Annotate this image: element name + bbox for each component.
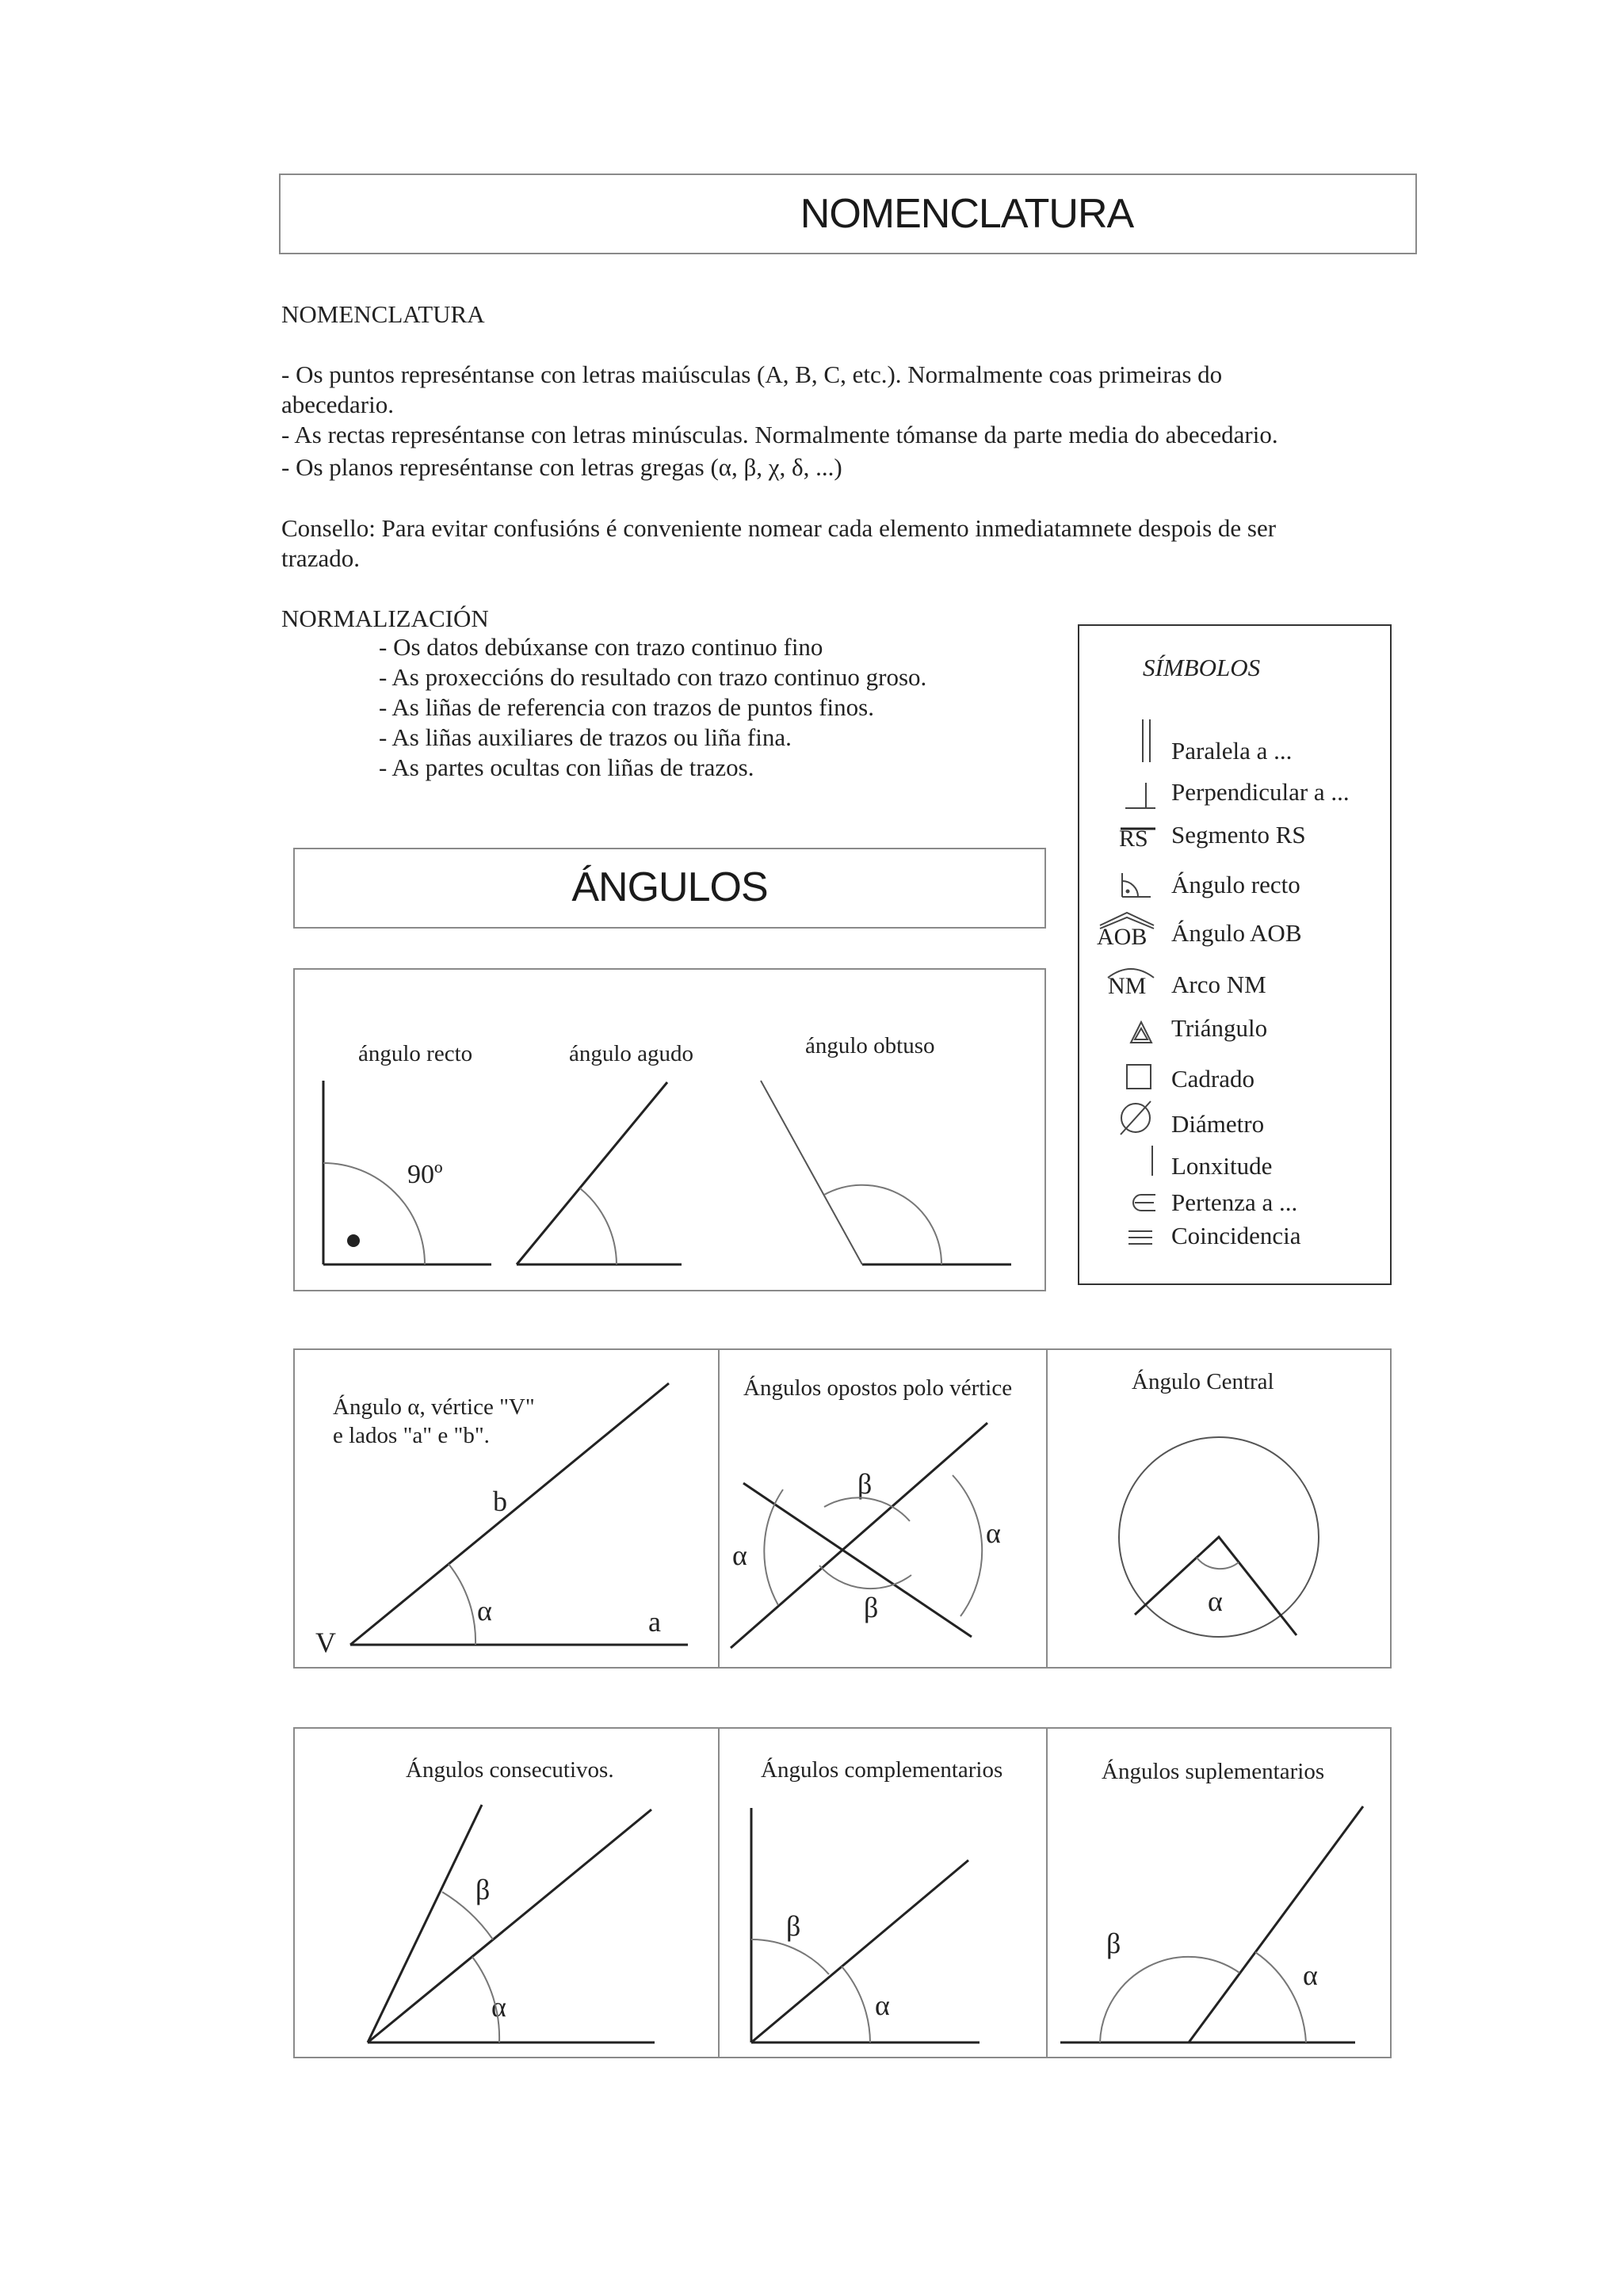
simbolos-title: SÍMBOLOS <box>1143 654 1261 681</box>
suplementarios-beta: β <box>1106 1928 1121 1959</box>
symbol-label: Coincidencia <box>1171 1222 1301 1249</box>
symbol-label: Segmento RS <box>1171 821 1306 849</box>
suplementarios-alpha: α <box>1303 1959 1318 1991</box>
caption-consecutivos: Ángulos consecutivos. <box>406 1757 614 1783</box>
caption-central: Ángulo Central <box>1132 1369 1274 1394</box>
symbol-label: Arco NM <box>1171 971 1266 998</box>
complementarios-alpha: α <box>875 1989 890 2021</box>
panel-central <box>1046 1348 1392 1669</box>
alpha-left-label: α <box>732 1539 747 1571</box>
normalizacion-item: - As partes ocultas con liñas de trazos. <box>379 753 754 781</box>
vertex-label-v: V <box>315 1627 336 1658</box>
caption-angulo-agudo: ángulo agudo <box>569 1041 694 1066</box>
nomenclatura-heading: NOMENCLATURA <box>281 300 485 328</box>
normalizacion-item: - Os datos debúxanse con trazo continuo fino <box>379 633 823 661</box>
side-label-b: b <box>493 1486 507 1517</box>
symbol-label: Paralela a ... <box>1171 737 1293 765</box>
beta-top-label: β <box>857 1468 873 1500</box>
angulos-title: ÁNGULOS <box>571 864 768 910</box>
side-label-a: a <box>648 1606 661 1638</box>
caption-opostos: Ángulos opostos polo vértice <box>743 1375 1013 1401</box>
segment-glyph: RS <box>1119 826 1148 852</box>
complementarios-beta: β <box>786 1910 801 1942</box>
symbol-label: Ángulo AOB <box>1171 919 1302 947</box>
nomenclatura-line-1: - Os puntos represéntanse con letras maiúsculas (A, B, C, etc.). Normalmente coas primeiras do <box>281 360 1223 388</box>
definition-line-2: e lados "a" e "b". <box>333 1423 490 1448</box>
angle-glyph: AOB <box>1097 924 1148 950</box>
simbolos-box <box>1078 624 1392 1285</box>
page-title: NOMENCLATURA <box>800 191 1134 237</box>
central-alpha-label: α <box>1208 1585 1223 1617</box>
caption-angulo-recto: ángulo recto <box>358 1041 473 1066</box>
label-90-degrees: 90º <box>407 1160 443 1189</box>
alpha-right-label: α <box>986 1517 1001 1549</box>
caption-angulo-obtuso: ángulo obtuso <box>805 1033 935 1058</box>
caption-suplementarios: Ángulos suplementarios <box>1102 1759 1325 1784</box>
alpha-label: α <box>477 1595 492 1627</box>
symbol-label: Cadrado <box>1171 1065 1255 1093</box>
symbol-label: Diámetro <box>1171 1110 1265 1138</box>
symbol-label: Perpendicular a ... <box>1171 778 1350 806</box>
caption-complementarios: Ángulos complementarios <box>761 1757 1003 1783</box>
consello-line-1: Consello: Para evitar confusións é conveniente nomear cada elemento inmediatamnete despois de ser <box>281 514 1277 542</box>
angle-types-panel <box>293 968 1046 1291</box>
nomenclatura-line-2: - As rectas represéntanse con letras minúsculas. Normalmente tómanse da parte media do abecedario. <box>281 421 1278 448</box>
arc-glyph: NM <box>1108 973 1147 999</box>
beta-bottom-label: β <box>864 1592 879 1623</box>
normalizacion-item: - As proxeccións do resultado con trazo continuo groso. <box>379 663 927 691</box>
consecutivos-alpha: α <box>491 1991 506 2023</box>
consecutivos-beta: β <box>475 1874 491 1905</box>
nomenclatura-line-1b: abecedario. <box>281 391 394 418</box>
symbol-label: Lonxitude <box>1171 1152 1273 1180</box>
normalizacion-item: - As liñas auxiliares de trazos ou liña fina. <box>379 723 792 751</box>
symbol-label: Pertenza a ... <box>1171 1188 1298 1216</box>
normalizacion-item: - As liñas de referencia con trazos de puntos finos. <box>379 693 874 721</box>
nomenclatura-line-3: - Os planos represéntanse con letras gregas (α, β, χ, δ, ...) <box>281 453 842 481</box>
consello-line-2: trazado. <box>281 544 360 572</box>
normalizacion-heading: NORMALIZACIÓN <box>281 605 489 632</box>
symbol-label: Triángulo <box>1171 1014 1268 1042</box>
symbol-label: Ángulo recto <box>1171 871 1300 898</box>
definition-line-1: Ángulo α, vértice "V" <box>333 1394 535 1420</box>
